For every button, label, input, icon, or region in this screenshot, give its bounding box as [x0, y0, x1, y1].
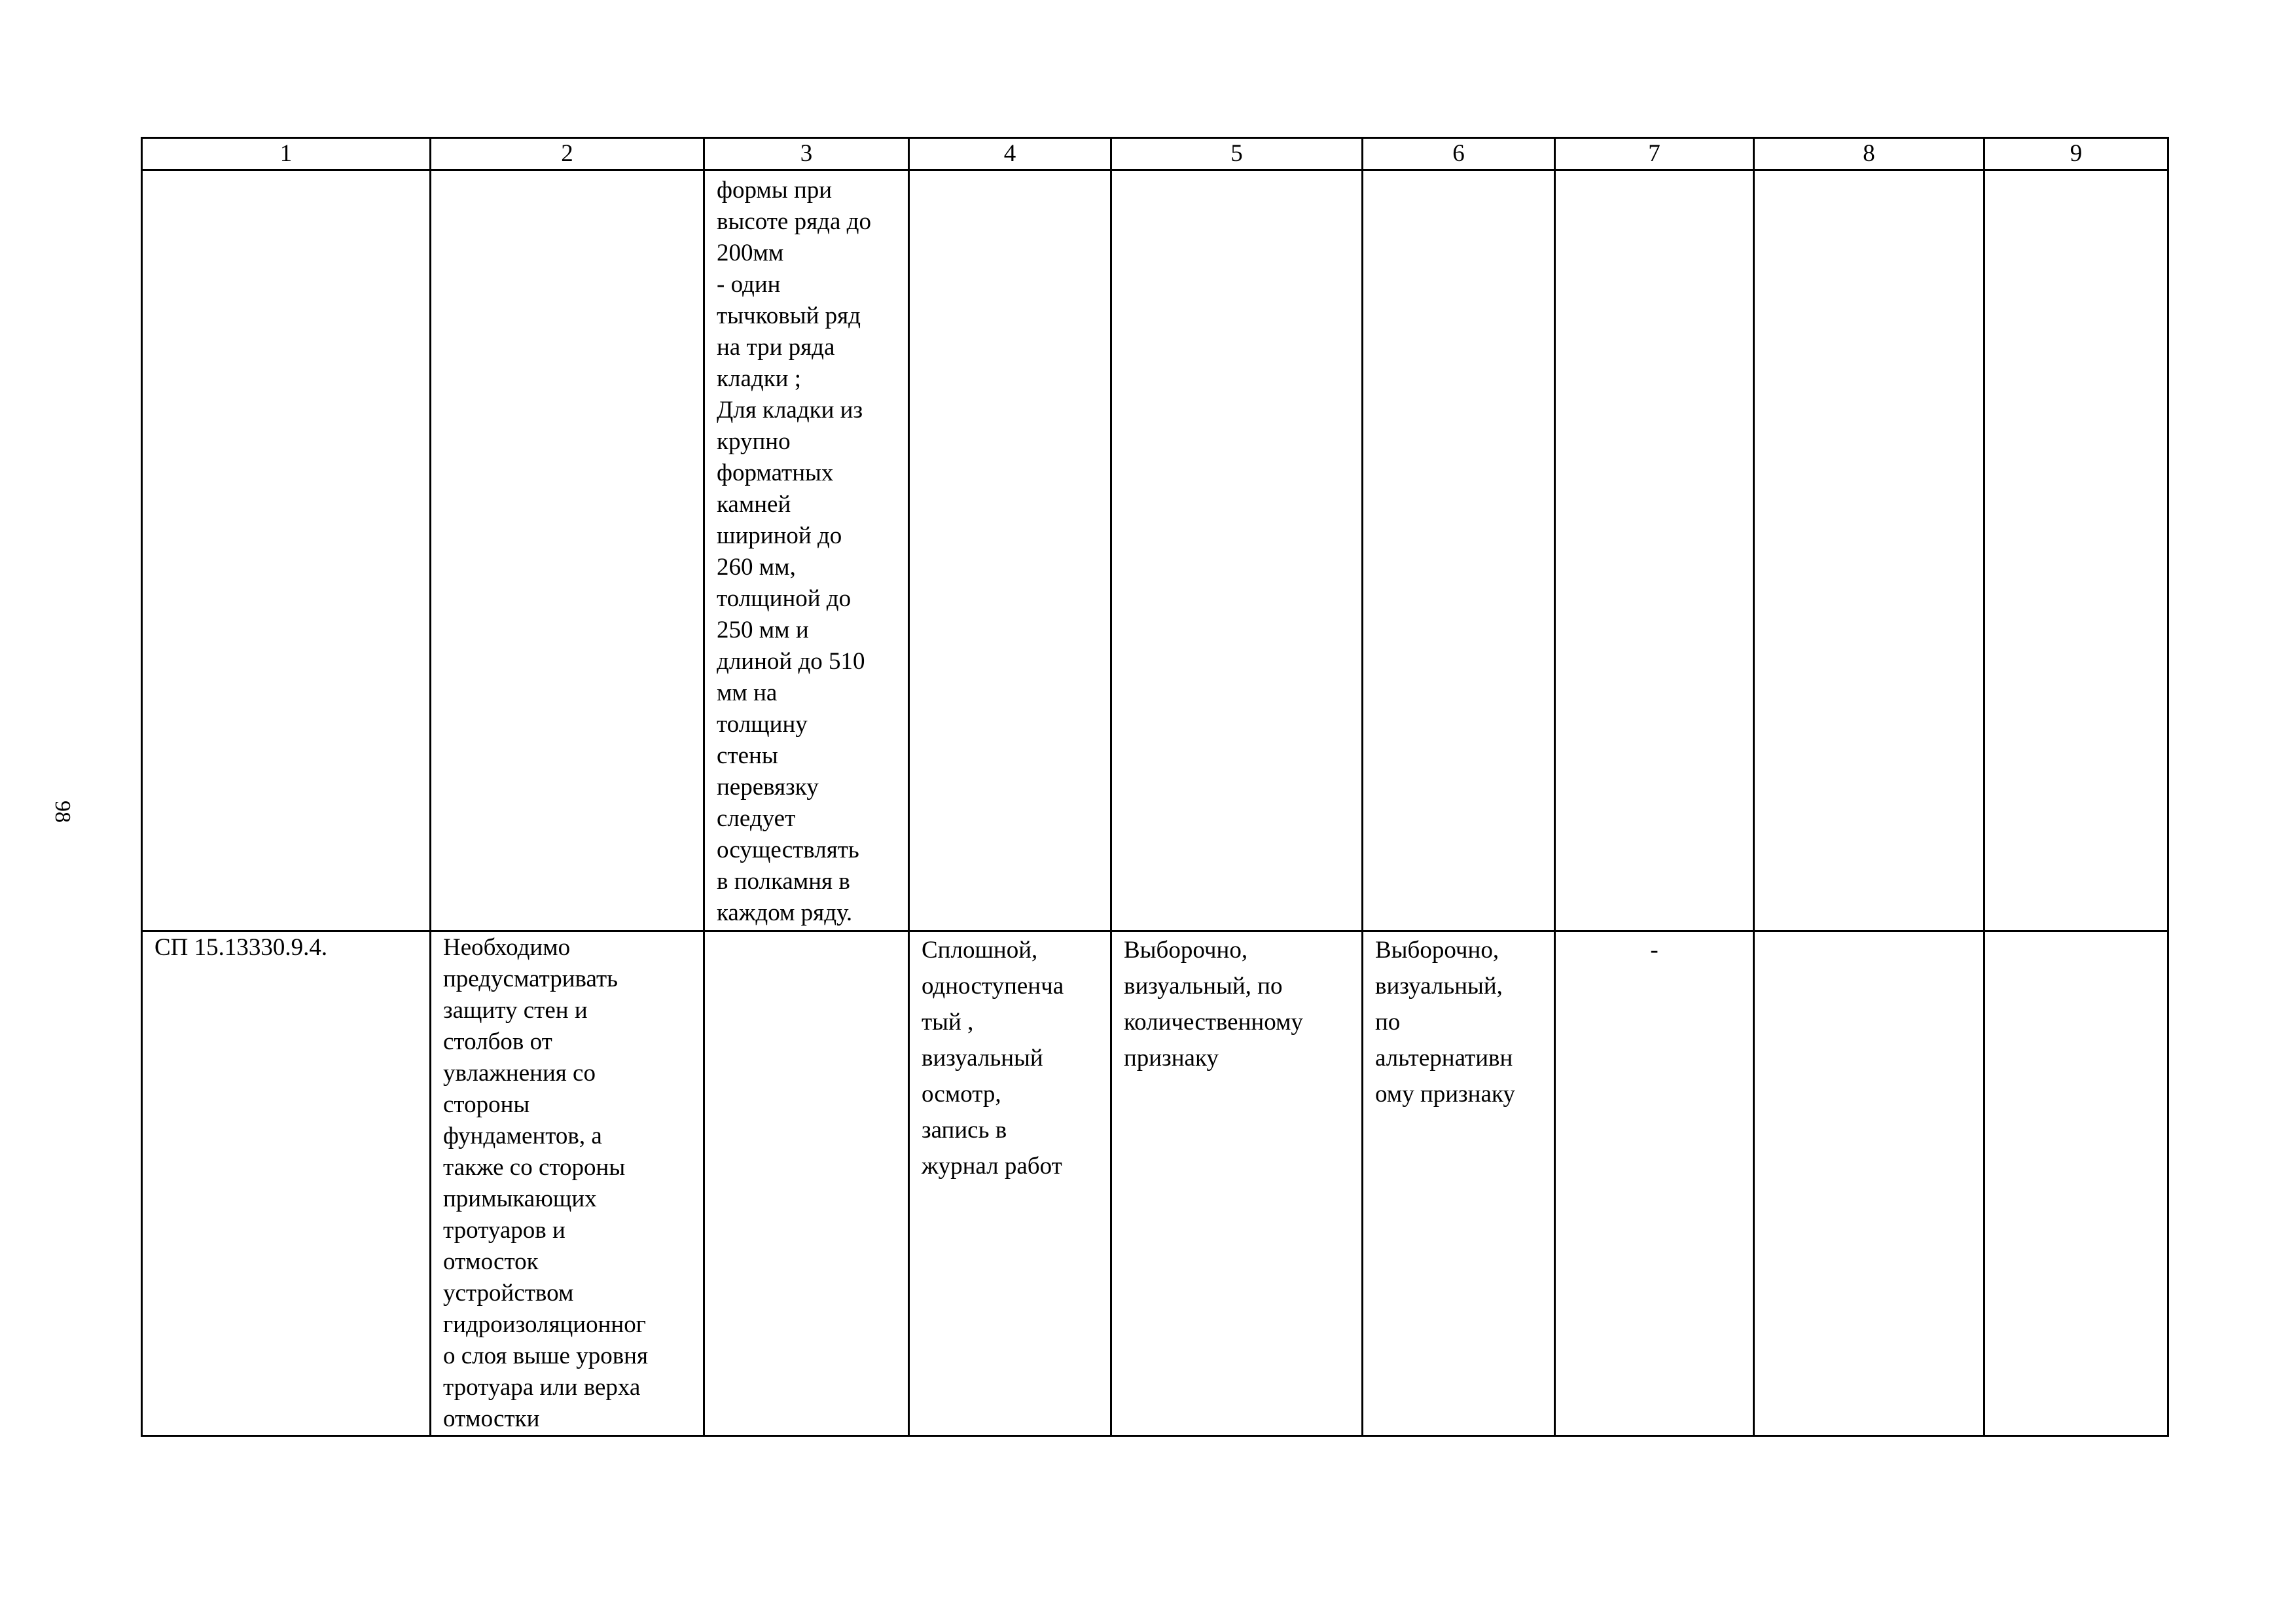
requirement-text: Необходимо предусматривать защиту стен и столбов от увлажнения со стороны фундаментов, а также со стороны примыкающих тротуаров и отмосток устройством гидроизоляционног о слоя выше уровня тротуара или верха отмостки — [431, 931, 704, 1436]
table-cell — [431, 170, 704, 931]
sampling-method-5: Выборочно, визуальный, по количественному признаку — [1111, 931, 1363, 1436]
table-cell — [1984, 170, 2168, 931]
table-row — [142, 931, 2168, 1436]
column-number-3: 3 — [704, 138, 909, 170]
table-cell — [1111, 170, 1363, 931]
column-number-6: 6 — [1363, 138, 1555, 170]
table-cell — [1555, 170, 1754, 931]
masonry-requirement-continued: формы при высоте ряда до 200мм - один тычковый ряд на три ряда кладки ; Для кладки из крупно форматных камней шириной до 260 мм, толщиной до 250 мм и длиной до 510 мм на толщину стены перевязку следует осуществлять в полкамня в каждом ряду. — [704, 170, 909, 931]
table-cell — [142, 170, 431, 931]
table-cell — [704, 931, 909, 1436]
table-cell — [1363, 170, 1555, 931]
table-header-row — [142, 138, 2168, 170]
table-row — [142, 170, 2168, 931]
control-method: Сплошной, одноступенча тый , визуальный осмотр, запись в журнал работ — [909, 931, 1111, 1436]
table-cell — [1754, 931, 1984, 1436]
table-cell — [1984, 931, 2168, 1436]
column-number-4: 4 — [909, 138, 1111, 170]
column-number-5: 5 — [1111, 138, 1363, 170]
table-cell — [1754, 170, 1984, 931]
column-number-1: 1 — [142, 138, 431, 170]
column-number-7: 7 — [1555, 138, 1754, 170]
standard-reference: СП 15.13330.9.4. — [142, 931, 431, 1436]
sampling-method-6: Выборочно, визуальный, по альтернативн ому признаку — [1363, 931, 1555, 1436]
dash-cell: - — [1555, 931, 1754, 1436]
column-number-2: 2 — [431, 138, 704, 170]
inspection-table — [141, 137, 2169, 1437]
column-number-9: 9 — [1984, 138, 2168, 170]
page-number: 98 — [50, 801, 75, 823]
table-cell — [909, 170, 1111, 931]
column-number-8: 8 — [1754, 138, 1984, 170]
